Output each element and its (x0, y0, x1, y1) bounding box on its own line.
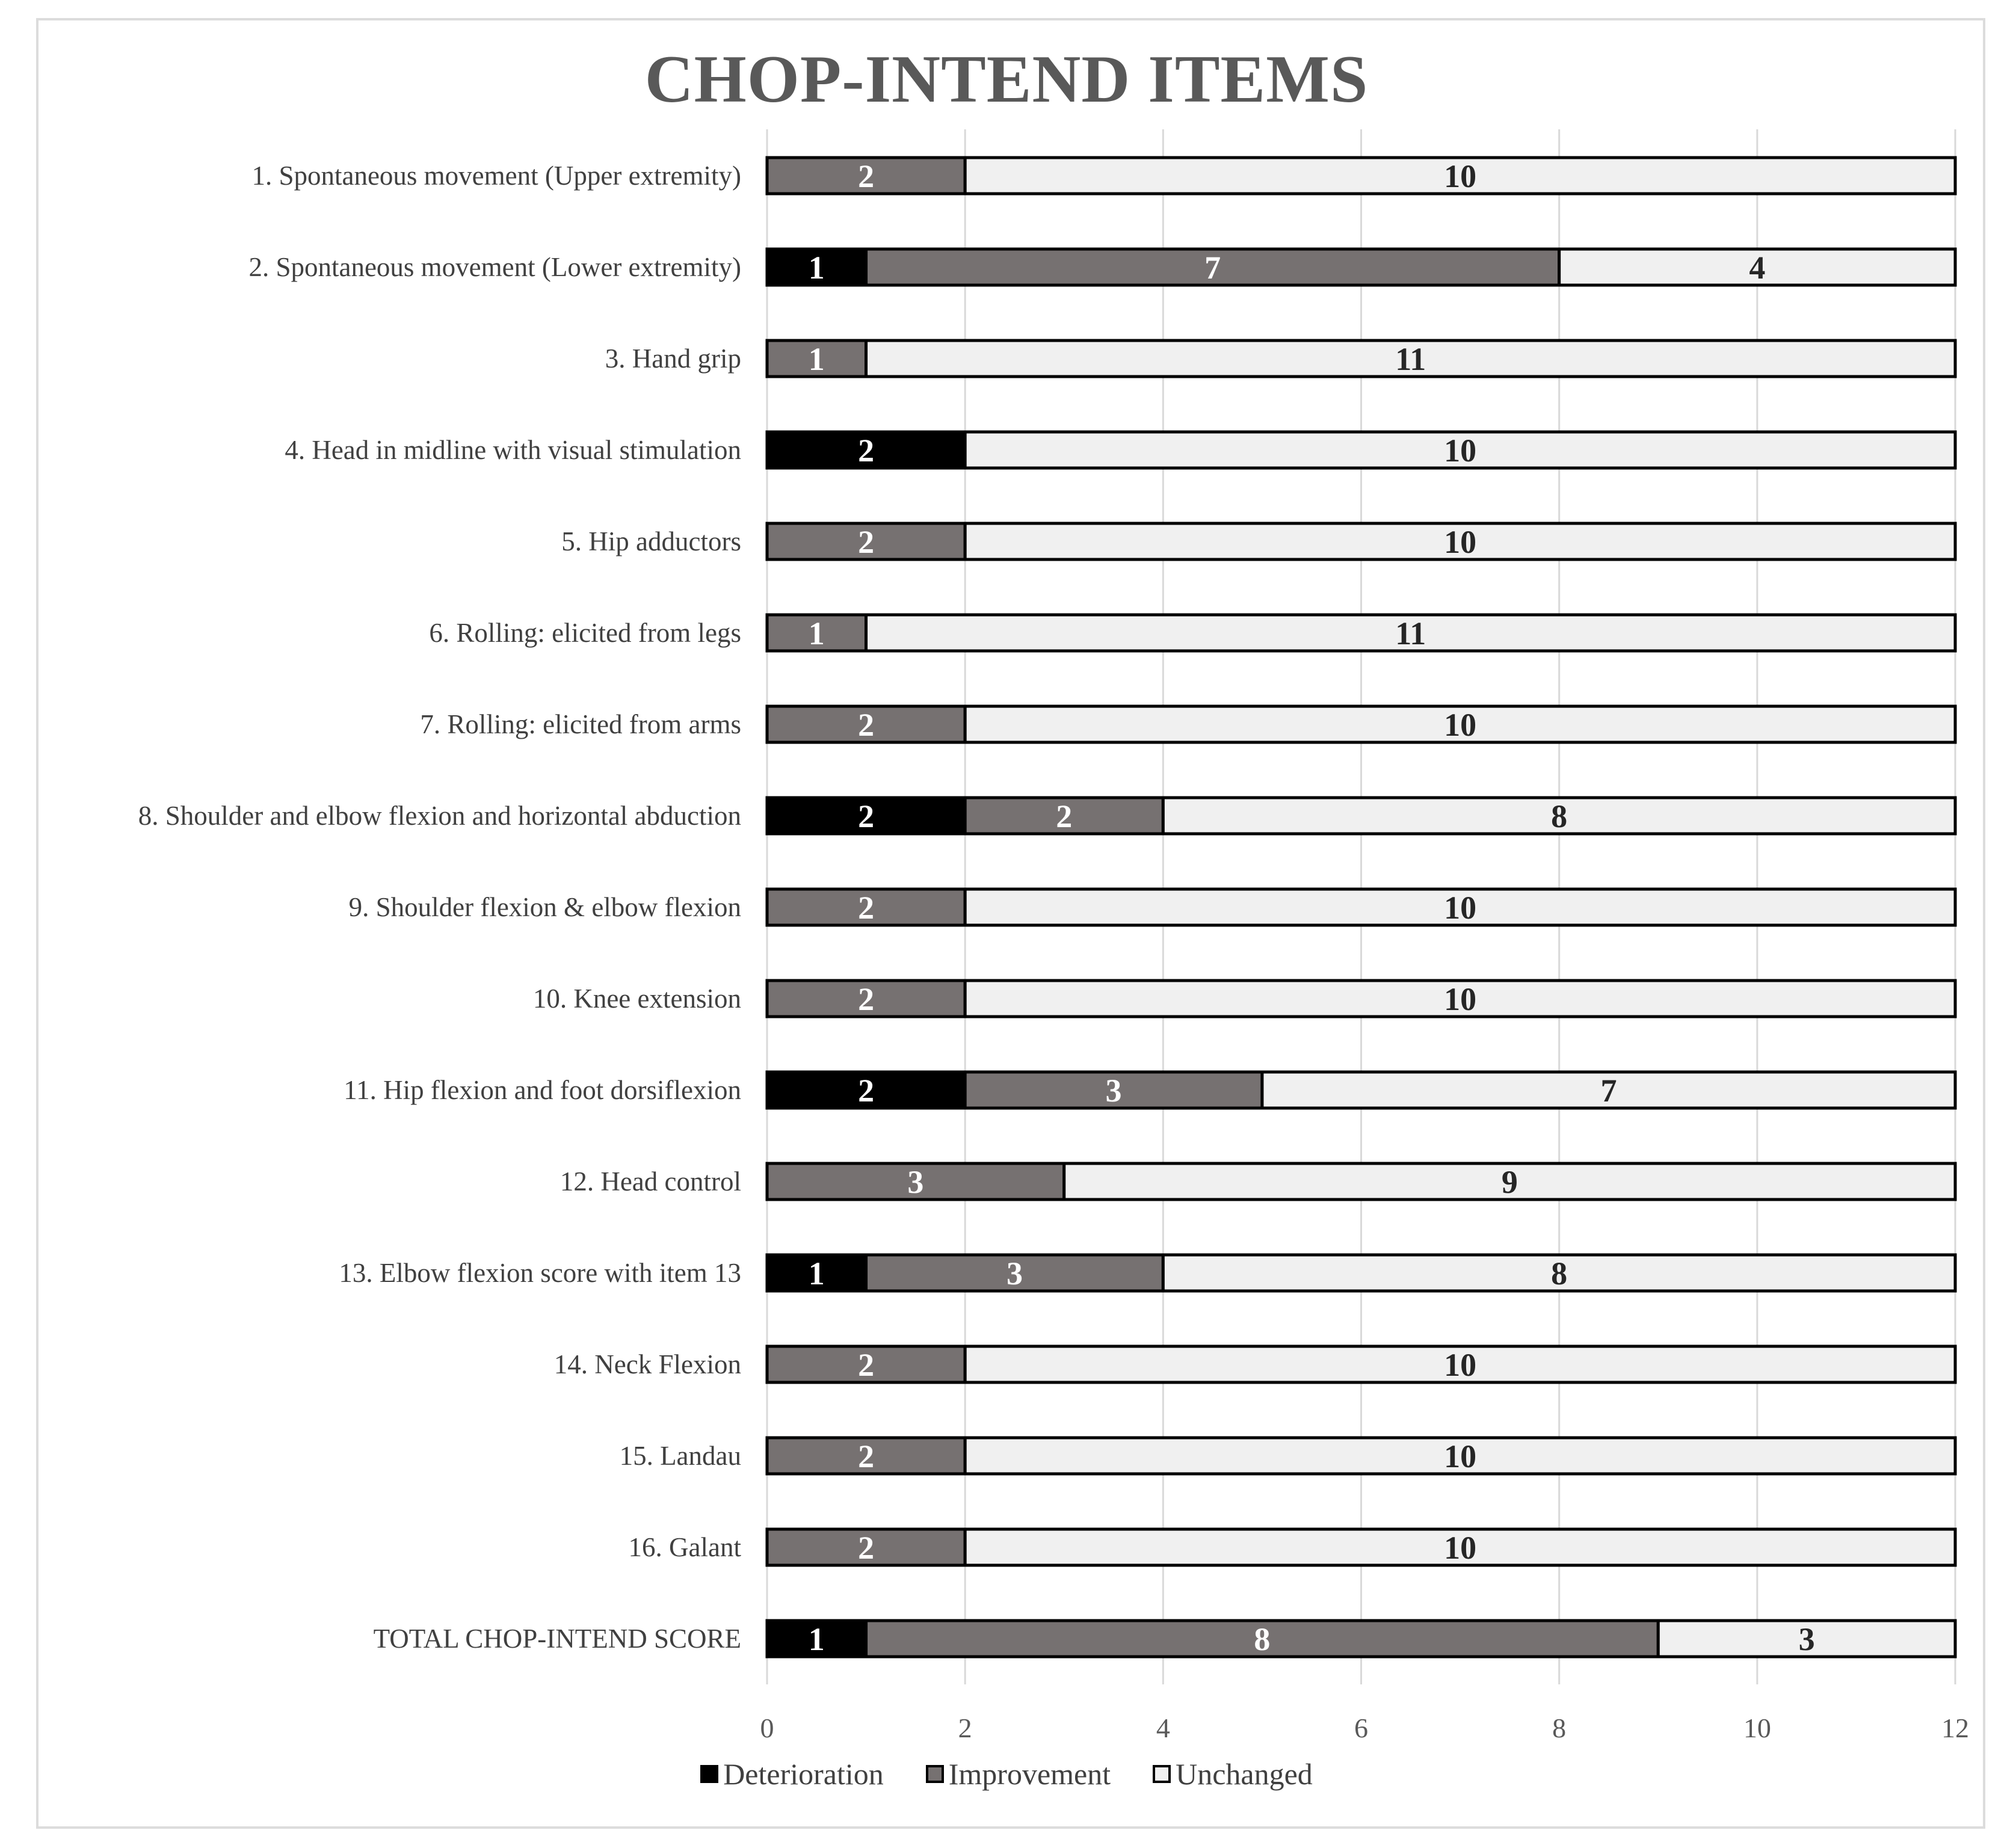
data-label-deterioration-row-2: 1 (808, 250, 825, 286)
data-label-unchanged-row-15: 10 (1444, 1438, 1477, 1474)
legend-label-improvement: Improvement (948, 1757, 1111, 1791)
data-label-improvement-row-7: 2 (858, 707, 875, 743)
category-labels (138, 161, 742, 1654)
category-label-8: 8. Shoulder and elbow flexion and horizontal abduction (138, 801, 741, 831)
data-label-improvement-row-16: 2 (858, 1530, 875, 1566)
data-label-improvement-row-6: 1 (808, 615, 825, 651)
legend-label-deterioration: Deterioration (723, 1757, 884, 1791)
data-label-deterioration-row-4: 2 (858, 433, 875, 469)
category-label-11: 11. Hip flexion and foot dorsiflexion (344, 1075, 741, 1105)
data-label-improvement-row-5: 2 (858, 524, 875, 560)
category-label-17: TOTAL CHOP-INTEND SCORE (373, 1624, 741, 1654)
category-label-15: 15. Landau (619, 1441, 741, 1471)
data-label-improvement-row-1: 2 (858, 158, 875, 194)
data-label-unchanged-row-7: 10 (1444, 707, 1477, 743)
data-label-improvement-row-17: 8 (1254, 1621, 1271, 1657)
chart-title: CHOP-INTEND ITEMS (644, 42, 1369, 117)
data-label-unchanged-row-13: 8 (1551, 1255, 1568, 1292)
data-label-improvement-row-14: 2 (858, 1347, 875, 1383)
data-label-unchanged-row-3: 11 (1395, 341, 1426, 377)
legend-item-improvement[interactable] (926, 1757, 1111, 1791)
legend-item-deterioration[interactable] (700, 1757, 884, 1791)
category-label-1: 1. Spontaneous movement (Upper extremity) (251, 161, 741, 191)
data-label-unchanged-row-9: 10 (1444, 890, 1477, 926)
category-label-7: 7. Rolling: elicited from arms (420, 709, 741, 739)
legend-swatch-deterioration (700, 1765, 718, 1783)
data-label-deterioration-row-11: 2 (858, 1073, 875, 1109)
data-label-unchanged-row-14: 10 (1444, 1347, 1477, 1383)
data-label-improvement-row-3: 1 (808, 341, 825, 377)
category-label-9: 9. Shoulder flexion & elbow flexion (348, 892, 741, 922)
x-tick-label-4: 8 (1552, 1713, 1567, 1743)
x-tick-label-6: 12 (1941, 1713, 1969, 1743)
data-label-deterioration-row-13: 1 (808, 1255, 825, 1292)
legend-label-unchanged: Unchanged (1176, 1757, 1313, 1791)
data-label-unchanged-row-6: 11 (1395, 615, 1426, 651)
legend (0, 1757, 2013, 1791)
x-tick-label-5: 10 (1743, 1713, 1771, 1743)
data-label-unchanged-row-4: 10 (1444, 433, 1477, 469)
data-label-unchanged-row-11: 7 (1600, 1073, 1617, 1109)
data-label-unchanged-row-1: 10 (1444, 158, 1477, 194)
data-label-unchanged-row-10: 10 (1444, 981, 1477, 1017)
data-label-deterioration-row-8: 2 (858, 798, 875, 834)
category-label-4: 4. Head in midline with visual stimulation (285, 435, 741, 465)
data-label-improvement-row-12: 3 (907, 1164, 924, 1200)
category-label-14: 14. Neck Flexion (553, 1349, 741, 1379)
category-label-13: 13. Elbow flexion score with item 13 (339, 1258, 741, 1288)
x-tick-label-0: 0 (760, 1713, 774, 1743)
x-tick-label-2: 4 (1156, 1713, 1170, 1743)
legend-swatch-improvement (926, 1765, 944, 1783)
category-label-12: 12. Head control (560, 1166, 741, 1197)
data-label-unchanged-row-16: 10 (1444, 1530, 1477, 1566)
x-tick-label-1: 2 (958, 1713, 972, 1743)
data-label-unchanged-row-2: 4 (1749, 250, 1766, 286)
data-label-deterioration-row-17: 1 (808, 1621, 825, 1657)
data-label-improvement-row-2: 7 (1204, 250, 1221, 286)
data-label-unchanged-row-12: 9 (1501, 1164, 1518, 1200)
category-label-3: 3. Hand grip (605, 343, 741, 374)
category-label-16: 16. Galant (628, 1532, 741, 1562)
data-label-improvement-row-15: 2 (858, 1438, 875, 1474)
data-label-improvement-row-11: 3 (1105, 1073, 1122, 1109)
x-tick-label-3: 6 (1354, 1713, 1368, 1743)
data-label-unchanged-row-17: 3 (1798, 1621, 1815, 1657)
data-label-unchanged-row-5: 10 (1444, 524, 1477, 560)
data-label-unchanged-row-8: 8 (1551, 798, 1568, 834)
legend-item-unchanged[interactable] (1153, 1757, 1313, 1791)
legend-swatch-unchanged (1153, 1765, 1171, 1783)
category-label-5: 5. Hip adductors (561, 526, 741, 556)
data-label-improvement-row-9: 2 (858, 890, 875, 926)
x-axis-ticks (760, 1713, 1970, 1743)
category-label-10: 10. Knee extension (532, 984, 741, 1014)
category-label-6: 6. Rolling: elicited from legs (429, 618, 741, 648)
category-label-2: 2. Spontaneous movement (Lower extremity) (248, 252, 741, 282)
data-label-improvement-row-10: 2 (858, 981, 875, 1017)
data-label-improvement-row-8: 2 (1056, 798, 1073, 834)
data-label-improvement-row-13: 3 (1006, 1255, 1023, 1292)
